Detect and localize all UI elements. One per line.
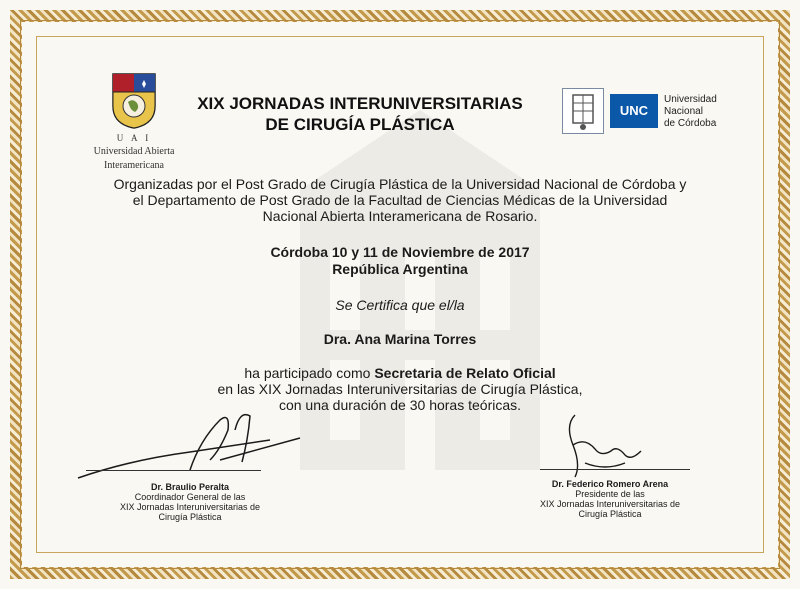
title-line1: XIX JORNADAS INTERUNIVERSITARIAS <box>197 94 523 113</box>
place-date-line1: Córdoba 10 y 11 de Noviembre de 2017 <box>270 244 530 260</box>
signature-line-left <box>86 470 261 471</box>
signature-role-left-3: Cirugía Plástica <box>158 512 222 522</box>
signature-role-left-1: Coordinador General de las <box>134 492 246 502</box>
signature-role-right-3: Cirugía Plástica <box>578 509 642 519</box>
unc-crest-icon <box>562 88 604 134</box>
unc-name-line2: Nacional <box>664 106 703 117</box>
unc-logo <box>562 88 732 136</box>
intro-paragraph <box>70 176 730 224</box>
signature-role-right-2: XIX Jornadas Interuniversitarias de <box>539 499 681 509</box>
signature-role-right-1: Presidente de las <box>575 489 645 499</box>
signature-role-left-2: XIX Jornadas Interuniversitarias de <box>119 502 261 512</box>
participation-line1 <box>70 365 730 381</box>
intro-line3: Nacional Abierta Interamericana de Rosario. <box>262 208 538 224</box>
unc-name <box>664 94 717 130</box>
uai-monogram: U A I <box>116 133 152 143</box>
recipient-name: Dra. Ana Marina Torres <box>323 331 477 347</box>
intro-line1: Organizadas por el Post Grado de Cirugía Plástica de la Universidad Nacional de Córdoba y <box>113 176 687 192</box>
uai-name-line2: Interamericana <box>104 160 164 171</box>
unc-name-line1: Universidad <box>664 94 717 105</box>
participation-line3: con una duración de 30 horas teóricas. <box>278 397 522 413</box>
unc-badge: UNC <box>610 94 658 128</box>
signature-block-right <box>490 479 730 519</box>
signature-name-left: Dr. Braulio Peralta <box>150 482 230 492</box>
title-line2: DE CIRUGÍA PLÁSTICA <box>265 115 455 134</box>
participation-prefix: ha participado como <box>244 365 375 381</box>
participation-line2: en las XIX Jornadas Interuniversitarias de Cirugía Plástica, <box>217 381 583 397</box>
uai-name-line1: Universidad Abierta <box>93 146 175 157</box>
signature-left-icon <box>70 400 330 490</box>
signature-block-left <box>70 482 310 522</box>
uai-shield-icon <box>111 72 157 130</box>
certify-statement: Se Certifica que el/la <box>335 297 465 313</box>
signature-line-right <box>540 469 690 470</box>
signature-right-icon <box>545 405 665 485</box>
place-date-line2: República Argentina <box>332 261 468 277</box>
signature-name-right: Dr. Federico Romero Arena <box>551 479 669 489</box>
participation-role: Secretaria de Relato Oficial <box>374 365 556 381</box>
intro-line2: el Departamento de Post Grado de la Facultad de Ciencias Médicas de la Universidad <box>132 192 668 208</box>
certificate-title <box>180 93 540 135</box>
unc-name-line3: de Córdoba <box>664 118 717 129</box>
uai-logo <box>74 72 194 172</box>
place-date <box>70 244 730 278</box>
